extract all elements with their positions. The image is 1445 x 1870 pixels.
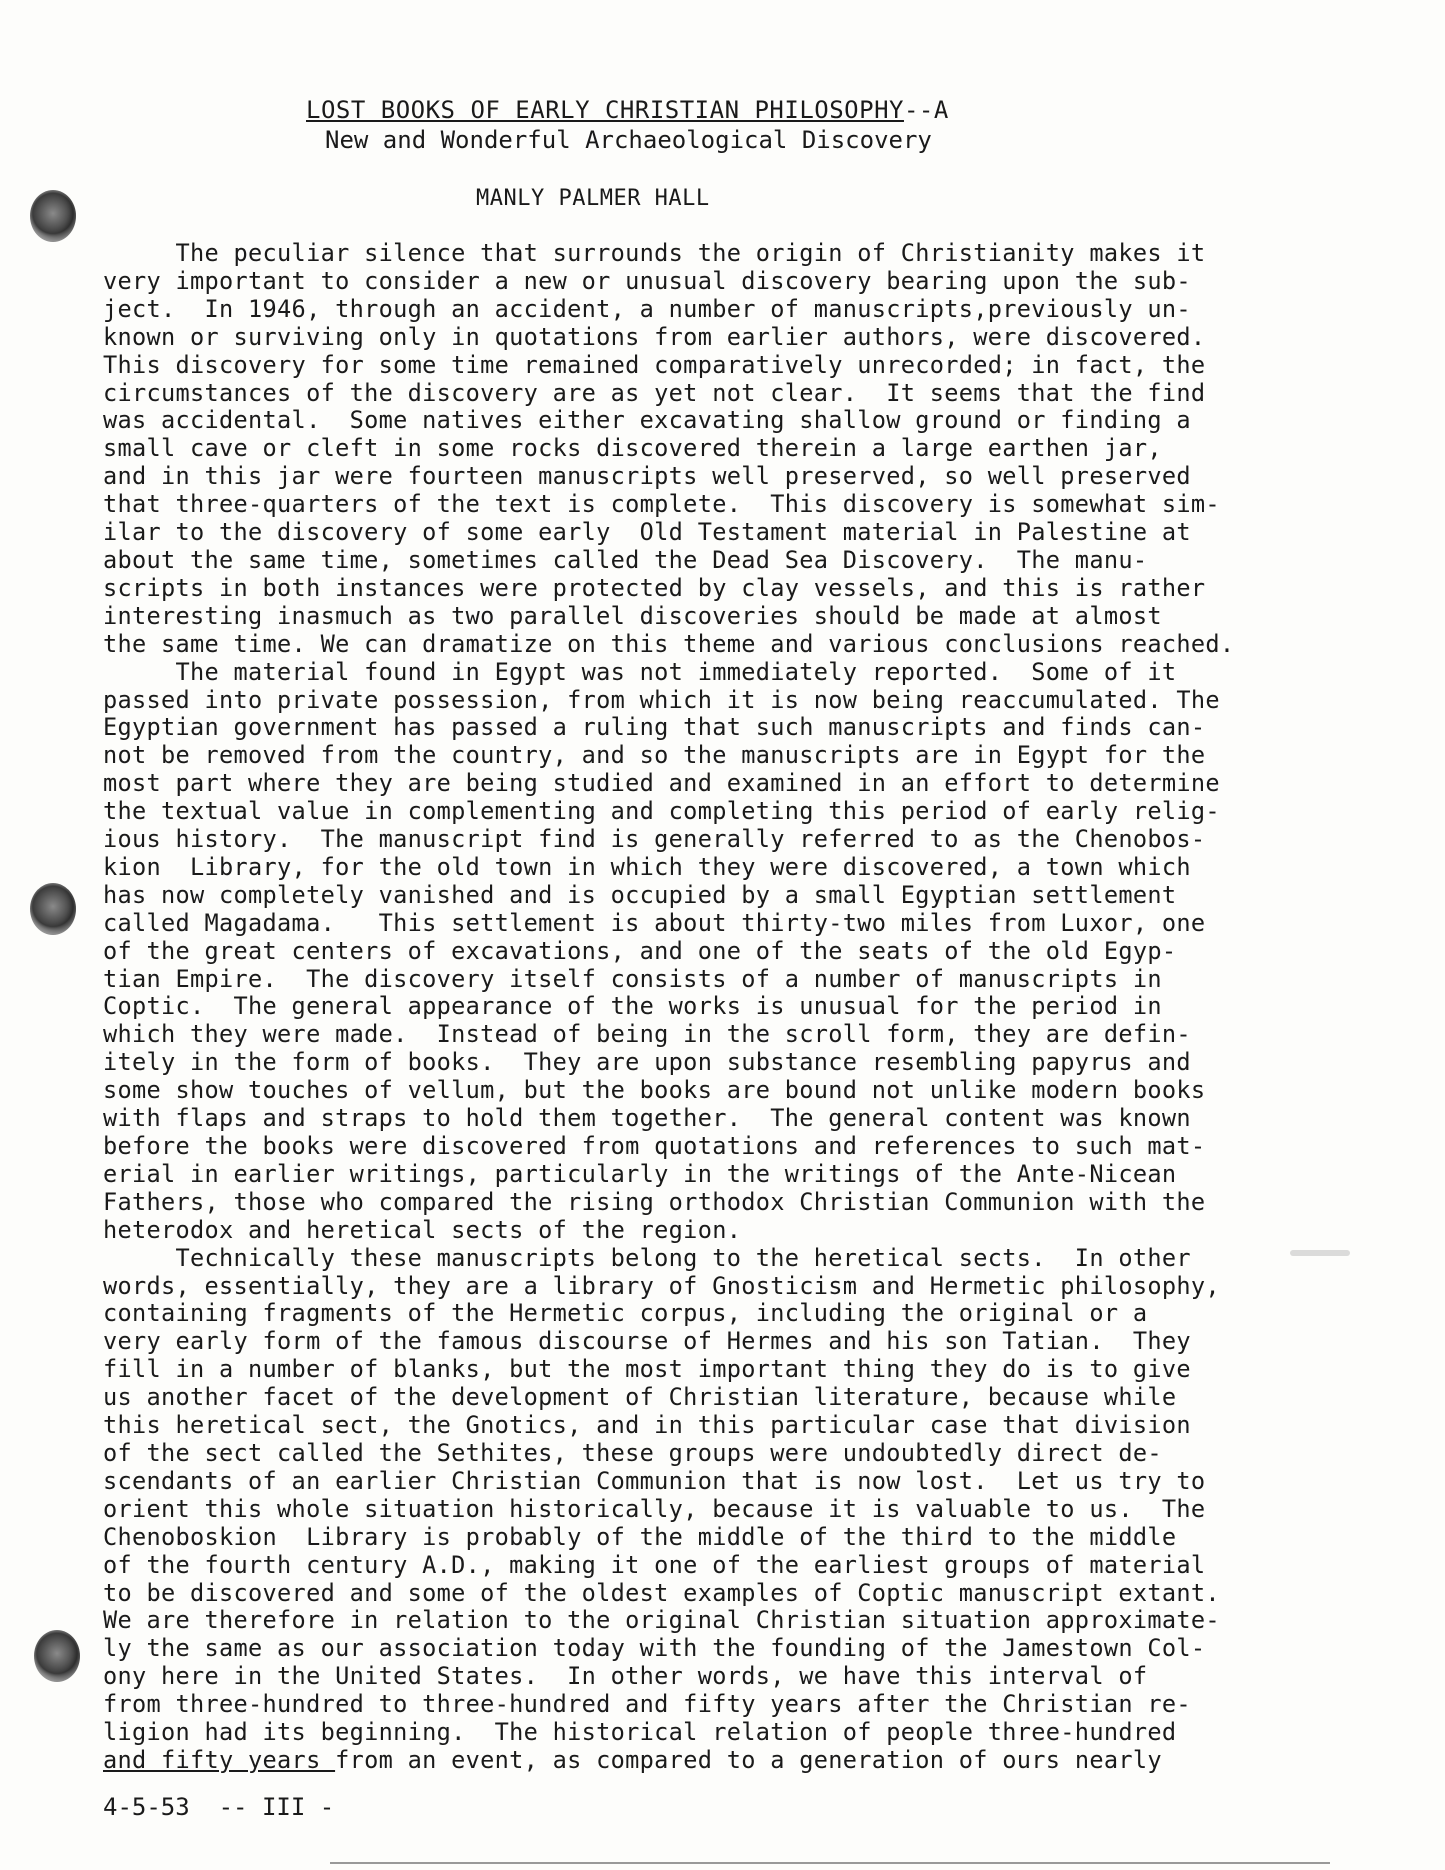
body-line: ligion had its beginning. The historical relation of people three-hundred bbox=[103, 1718, 1177, 1747]
body-line: from three-hundred to three-hundred and fifty years after the Christian re- bbox=[103, 1690, 1191, 1719]
last-line-rest: from an event, as compared to a generation of ours nearly bbox=[335, 1745, 1162, 1774]
body-line-last bbox=[103, 1747, 1403, 1775]
body-line: passed into private possession, from which it is now being reaccumulated. The bbox=[103, 685, 1220, 714]
body-line: has now completely vanished and is occupied by a small Egyptian settlement bbox=[103, 880, 1177, 909]
body-line: tian Empire. The discovery itself consists of a number of manuscripts in bbox=[103, 964, 1162, 993]
page-edge-line bbox=[330, 1862, 1330, 1864]
body-line: was accidental. Some natives either excavating shallow ground or finding a bbox=[103, 406, 1191, 435]
punch-hole-middle bbox=[30, 883, 76, 935]
smudge-mark bbox=[1290, 1250, 1350, 1256]
body-line: ject. In 1946, through an accident, a number of manuscripts,previously un- bbox=[103, 294, 1191, 323]
body-line: words, essentially, they are a library of Gnosticism and Hermetic philosophy, bbox=[103, 1271, 1220, 1300]
body-line: us another facet of the development of Christian literature, because while bbox=[103, 1383, 1177, 1412]
body-line: Fathers, those who compared the rising orthodox Christian Communion with the bbox=[103, 1187, 1206, 1216]
body-line: erial in earlier writings, particularly in the writings of the Ante-Nicean bbox=[103, 1159, 1177, 1188]
body-line: the same time. We can dramatize on this theme and various conclusions reached. bbox=[103, 629, 1235, 658]
body-line: fill in a number of blanks, but the most important thing they do is to give bbox=[103, 1355, 1191, 1384]
punch-hole-top bbox=[30, 190, 76, 242]
body-line: scripts in both instances were protected by clay vessels, and this is rather bbox=[103, 573, 1206, 602]
body-line: The material found in Egypt was not immediately reported. Some of it bbox=[103, 657, 1177, 686]
body-line: itely in the form of books. They are upon substance resembling papyrus and bbox=[103, 1048, 1191, 1077]
body-line: heterodox and heretical sects of the region. bbox=[103, 1215, 742, 1244]
body-line: before the books were discovered from quotations and references to such mat- bbox=[103, 1132, 1206, 1160]
body-line: known or surviving only in quotations from earlier authors, were discovered. bbox=[103, 322, 1206, 351]
body-line: with flaps and straps to hold them together. The general content was known bbox=[103, 1104, 1191, 1133]
body-line: The peculiar silence that surrounds the origin of Christianity makes it bbox=[103, 239, 1206, 267]
body-line: This discovery for some time remained comparatively unrecorded; in fact, the bbox=[103, 350, 1206, 379]
body-line: called Magadama. This settlement is about thirty-two miles from Luxor, one bbox=[103, 908, 1206, 937]
body-line: kion Library, for the old town in which they were discovered, a town which bbox=[103, 852, 1191, 881]
body-line: interesting inasmuch as two parallel discoveries should be made at almost bbox=[103, 601, 1162, 630]
body-line: some show touches of vellum, but the books are bound not unlike modern books bbox=[103, 1076, 1206, 1105]
punch-hole-bottom bbox=[34, 1630, 80, 1682]
body-line: Technically these manuscripts belong to the heretical sects. In other bbox=[103, 1243, 1191, 1272]
body-line: not be removed from the country, and so the manuscripts are in Egypt for the bbox=[103, 741, 1206, 770]
title-underlined: LOST BOOKS OF EARLY CHRISTIAN PHILOSOPHY bbox=[306, 96, 904, 124]
body-line: and in this jar were fourteen manuscripts well preserved, so well preserved bbox=[103, 462, 1191, 491]
body-line: that three-quarters of the text is complete. This discovery is somewhat sim- bbox=[103, 490, 1220, 519]
body-text bbox=[103, 240, 1403, 1775]
body-line: most part where they are being studied and examined in an effort to determine bbox=[103, 769, 1220, 798]
body-line: circumstances of the discovery are as yet not clear. It seems that the find bbox=[103, 378, 1206, 407]
body-line: Coptic. The general appearance of the works is unusual for the period in bbox=[103, 992, 1162, 1021]
page-title bbox=[306, 96, 949, 124]
footer-date-page: 4-5-53 -- III - bbox=[103, 1793, 335, 1821]
body-line: small cave or cleft in some rocks discovered therein a large earthen jar, bbox=[103, 434, 1162, 463]
body-line: of the fourth century A.D., making it one of the earliest groups of material bbox=[103, 1550, 1206, 1579]
body-line: ilar to the discovery of some early Old Testament material in Palestine at bbox=[103, 518, 1191, 547]
body-line: ly the same as our association today with the founding of the Jamestown Col- bbox=[103, 1634, 1206, 1663]
body-line: which they were made. Instead of being in the scroll form, they are defin- bbox=[103, 1020, 1191, 1049]
body-line: Egyptian government has passed a ruling that such manuscripts and finds can- bbox=[103, 713, 1206, 742]
author-name: MANLY PALMER HALL bbox=[476, 186, 710, 211]
body-line: scendants of an earlier Christian Communion that is now lost. Let us try to bbox=[103, 1466, 1206, 1495]
body-line: very early form of the famous discourse of Hermes and his son Tatian. They bbox=[103, 1327, 1191, 1356]
body-line: of the sect called the Sethites, these groups were undoubtedly direct de- bbox=[103, 1438, 1162, 1467]
body-line: about the same time, sometimes called the Dead Sea Discovery. The manu- bbox=[103, 545, 1148, 574]
body-line: ious history. The manuscript find is generally referred to as the Chenobos- bbox=[103, 825, 1206, 854]
body-line: the textual value in complementing and completing this period of early relig- bbox=[103, 797, 1220, 826]
body-line: of the great centers of excavations, and one of the seats of the old Egyp- bbox=[103, 936, 1177, 965]
title-suffix: --A bbox=[903, 96, 949, 124]
last-line-underlined: and fifty years bbox=[103, 1745, 336, 1774]
page-subtitle: New and Wonderful Archaeological Discovery bbox=[325, 126, 932, 154]
body-line: to be discovered and some of the oldest examples of Coptic manuscript extant. bbox=[103, 1578, 1220, 1607]
body-line: very important to consider a new or unusual discovery bearing upon the sub- bbox=[103, 266, 1191, 295]
body-line: We are therefore in relation to the original Christian situation approximate- bbox=[103, 1606, 1220, 1635]
body-line: orient this whole situation historically, because it is valuable to us. The bbox=[103, 1494, 1206, 1523]
body-line: this heretical sect, the Gnotics, and in this particular case that division bbox=[103, 1411, 1191, 1440]
body-line: containing fragments of the Hermetic corpus, including the original or a bbox=[103, 1299, 1148, 1328]
body-line: ony here in the United States. In other words, we have this interval of bbox=[103, 1662, 1148, 1691]
body-line: Chenoboskion Library is probably of the middle of the third to the middle bbox=[103, 1522, 1177, 1551]
